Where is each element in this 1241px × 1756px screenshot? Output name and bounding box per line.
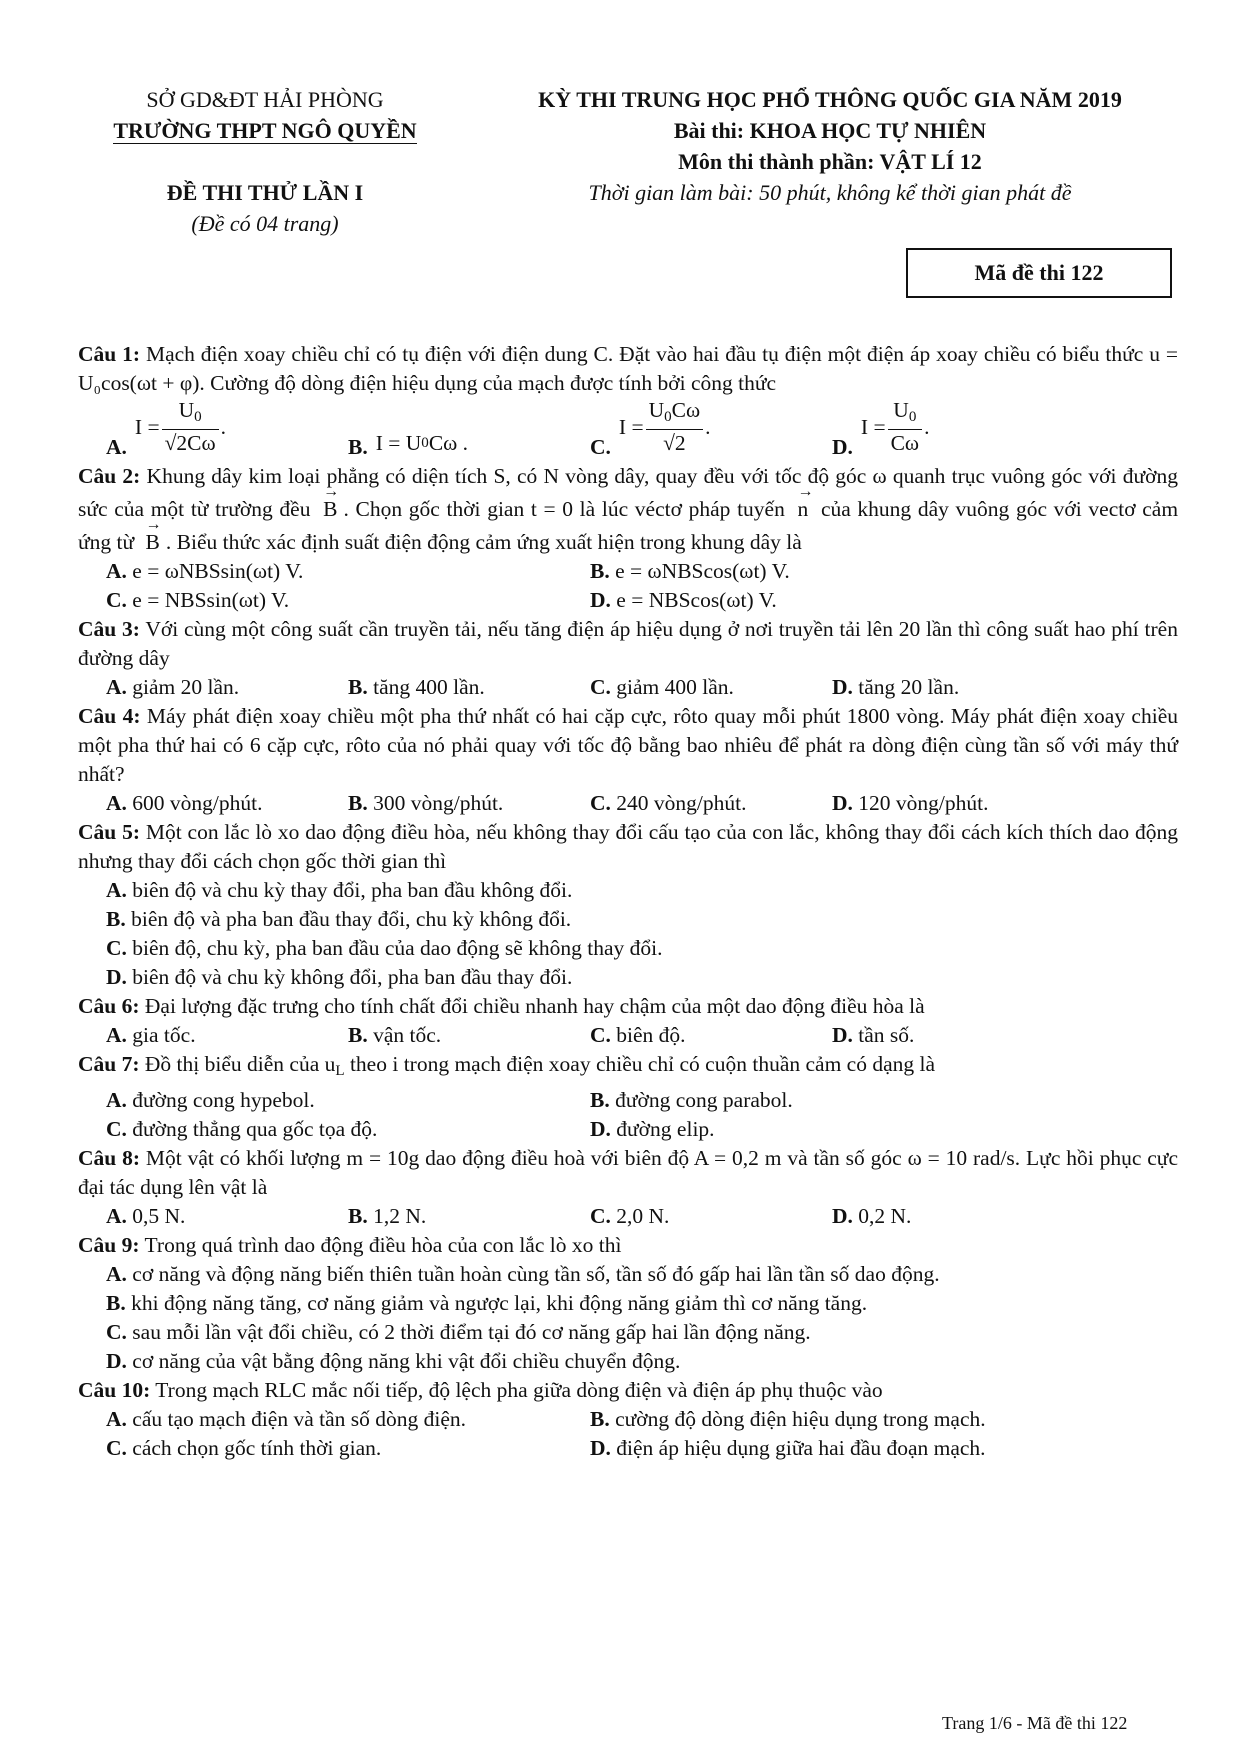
- option-c[interactable]: C. e = NBSsin(ωt) V.: [106, 588, 290, 612]
- option-d[interactable]: D. đường elip.: [590, 1117, 715, 1141]
- header-right: [470, 84, 1190, 208]
- option-c[interactable]: C. đường thẳng qua gốc tọa độ.: [106, 1117, 378, 1141]
- question-10: Câu 10: Trong mạch RLC mắc nối tiếp, độ lệch pha giữa dòng điện và điện áp phụ thuộc vào: [78, 1378, 883, 1402]
- option-d[interactable]: D. điện áp hiệu dụng giữa hai đầu đoạn mạch.: [590, 1436, 986, 1460]
- question-1: Câu 1: Mạch điện xoay chiều chỉ có tụ điện với điện dung C. Đặt vào hai đầu tụ điện một điện áp xoay chiều có biểu thức u = U₀cos(ωt + φ). Cường độ dòng điện hiệu dụng của mạch được tính bởi công thức: [78, 342, 1178, 395]
- question-5: Câu 5: Một con lắc lò xo dao động điều hòa, nếu không thay đổi cấu tạo của con lắc, không thay đổi cách kích thích dao động nhưng thay đổi cách chọn gốc thời gian thì: [78, 820, 1179, 873]
- option-c[interactable]: C. cách chọn gốc tính thời gian.: [106, 1436, 382, 1460]
- question-2-options-row-2: [78, 586, 1178, 615]
- question-6-options: [78, 1021, 1178, 1050]
- formula-c: I = $\frac{U_0C\omega}{√2}$ .: [618, 398, 711, 455]
- option-b[interactable]: B. vận tốc.: [348, 1023, 442, 1047]
- option-a[interactable]: A. giảm 20 lần.: [106, 675, 240, 699]
- option-b[interactable]: B. 1,2 N.: [348, 1204, 427, 1228]
- voltage-expression: u = U₀cos(ωt + φ): [78, 342, 1178, 395]
- question-4-options: [78, 789, 1178, 818]
- header-left: [95, 84, 435, 239]
- option-c[interactable]: C. I = $\frac{U_0C\omega}{√2}$ .: [590, 398, 711, 459]
- question-3: Câu 3: Với cùng một công suất cần truyền tải, nếu tăng điện áp hiệu dụng ở nơi truyền tải lên 20 lần thì công suất hao phí trên đường dây: [78, 617, 1178, 670]
- page-count-note: (Đề có 04 trang): [191, 211, 339, 236]
- question-7-options-row-1: [78, 1086, 1178, 1115]
- page-footer: Trang 1/6 - Mã đề thi 122: [942, 1713, 1128, 1733]
- question-8-options: [78, 1202, 1178, 1231]
- option-b[interactable]: B. cường độ dòng điện hiệu dụng trong mạch.: [590, 1407, 986, 1431]
- option-b[interactable]: B. đường cong parabol.: [590, 1088, 793, 1112]
- option-c[interactable]: C. 2,0 N.: [590, 1204, 670, 1228]
- option-a[interactable]: A. 0,5 N.: [106, 1204, 186, 1228]
- question-7-options-row-2: [78, 1115, 1178, 1144]
- option-b[interactable]: B. I = U 0 Cω .: [348, 431, 469, 459]
- question-8: Câu 8: Một vật có khối lượng m = 10g dao động điều hoà với biên độ A = 0,2 m và tần số góc ω = 10 rad/s. Lực hồi phục cực đại tác dụng lên vật là: [78, 1146, 1179, 1199]
- vector-n: → n: [798, 491, 809, 524]
- option-d[interactable]: D. 0,2 N.: [832, 1204, 912, 1228]
- option-a[interactable]: A. cấu tạo mạch điện và tần số dòng điện.: [106, 1407, 467, 1431]
- option-c[interactable]: C. biên độ.: [590, 1023, 686, 1047]
- option-d[interactable]: D. e = NBScos(ωt) V.: [590, 588, 777, 612]
- formula-a: I = $\frac{U_0}{√2C\omega}$ .: [134, 398, 226, 455]
- option-c[interactable]: C. 240 vòng/phút.: [590, 791, 747, 815]
- question-1-options: [78, 398, 1178, 460]
- option-c[interactable]: C. biên độ, chu kỳ, pha ban đầu của dao động sẽ không thay đổi.: [106, 936, 663, 960]
- question-2: Câu 2: Khung dây kim loại phẳng có diện tích S, có N vòng dây, quay đều với tốc độ góc ω quanh trục vuông góc với đường sức của một từ trường đều → B . Chọn gốc thời gian t = 0 là lúc véctơ pháp tuyến → n của khung dây vuông góc với vectơ cảm ứng từ → B . Biểu thức xác định suất điện động cảm ứng xuất hiện trong khung dây là: [78, 462, 1178, 557]
- option-d[interactable]: D. tăng 20 lần.: [832, 675, 960, 699]
- option-a[interactable]: A. 600 vòng/phút.: [106, 791, 263, 815]
- option-a[interactable]: A. I = $\frac{U_0}{√2C\omega}$ .: [106, 398, 226, 459]
- exam-name: KỲ THI TRUNG HỌC PHỔ THÔNG QUỐC GIA NĂM 2019: [538, 87, 1122, 112]
- option-c[interactable]: C. sau mỗi lần vật đổi chiều, có 2 thời điểm tại đó cơ năng gấp hai lần động năng.: [106, 1320, 811, 1344]
- exam-component: Môn thi thành phần: VẬT LÍ 12: [678, 149, 982, 174]
- option-b[interactable]: B. tăng 400 lần.: [348, 675, 485, 699]
- formula-b: I = U 0 Cω .: [375, 431, 469, 455]
- exam-subject: Bài thi: KHOA HỌC TỰ NHIÊN: [673, 118, 987, 143]
- question-10-options-row-2: [78, 1434, 1178, 1463]
- question-2-options-row-1: [78, 557, 1178, 586]
- exam-title: ĐỀ THI THỬ LẦN I: [166, 180, 364, 205]
- option-a[interactable]: A. cơ năng và động năng biến thiên tuần hoàn cùng tần số, tần số đó gấp hai lần tần số dao động.: [106, 1262, 940, 1286]
- option-a[interactable]: A. gia tốc.: [106, 1023, 196, 1047]
- option-a[interactable]: A. đường cong hypebol.: [106, 1088, 315, 1112]
- option-b[interactable]: B. biên độ và pha ban đầu thay đổi, chu kỳ không đổi.: [106, 907, 572, 931]
- option-b[interactable]: B. khi động năng tăng, cơ năng giảm và ngược lại, khi động năng giảm thì cơ năng tăng.: [106, 1291, 868, 1315]
- option-a[interactable]: A. biên độ và chu kỳ thay đổi, pha ban đầu không đổi.: [106, 878, 573, 902]
- formula-d: I = $\frac{U_0}{C\omega}$ .: [860, 398, 930, 455]
- option-c[interactable]: C. giảm 400 lần.: [590, 675, 734, 699]
- vector-b-2: → B: [146, 524, 160, 557]
- option-d[interactable]: D. I = $\frac{U_0}{C\omega}$ .: [832, 398, 930, 459]
- question-9: Câu 9: Trong quá trình dao động điều hòa của con lắc lò xo thì: [78, 1233, 622, 1257]
- option-d[interactable]: D. biên độ và chu kỳ không đổi, pha ban đầu thay đổi.: [106, 965, 573, 989]
- department-name: SỞ GD&ĐT HẢI PHÒNG: [146, 87, 384, 112]
- option-b[interactable]: B. e = ωNBScos(ωt) V.: [590, 559, 790, 583]
- school-name: TRƯỜNG THPT NGÔ QUYỀN: [113, 118, 417, 143]
- question-3-options: [78, 673, 1178, 702]
- question-10-options-row-1: [78, 1405, 1178, 1434]
- question-6: Câu 6: Đại lượng đặc trưng cho tính chất đổi chiều nhanh hay chậm của một dao động điều hòa là: [78, 994, 925, 1018]
- question-4: Câu 4: Máy phát điện xoay chiều một pha thứ nhất có hai cặp cực, rôto quay mỗi phút 1800 vòng. Máy phát điện xoay chiều một pha thứ hai có 6 cặp cực, rôto của nó phải quay với tốc độ bằng bao nhiêu để phát ra dòng điện cùng tần số với máy thứ nhất?: [78, 704, 1178, 786]
- exam-code-box: Mã đề thi 122: [906, 248, 1172, 298]
- option-b[interactable]: B. 300 vòng/phút.: [348, 791, 504, 815]
- questions: [78, 340, 1178, 1463]
- exam-duration: Thời gian làm bài: 50 phút, không kể thời gian phát đề: [588, 180, 1072, 205]
- option-a[interactable]: A. e = ωNBSsin(ωt) V.: [106, 559, 304, 583]
- option-d[interactable]: D. 120 vòng/phút.: [832, 791, 989, 815]
- vector-b: → B: [323, 491, 337, 524]
- question-7: Câu 7: Đồ thị biểu diễn của $u_L$ theo i trong mạch điện xoay chiều chỉ có cuộn thuần cảm có dạng là: [78, 1052, 936, 1079]
- option-d[interactable]: D. cơ năng của vật bằng động năng khi vật đổi chiều chuyển động.: [106, 1349, 681, 1373]
- option-d[interactable]: D. tần số.: [832, 1023, 915, 1047]
